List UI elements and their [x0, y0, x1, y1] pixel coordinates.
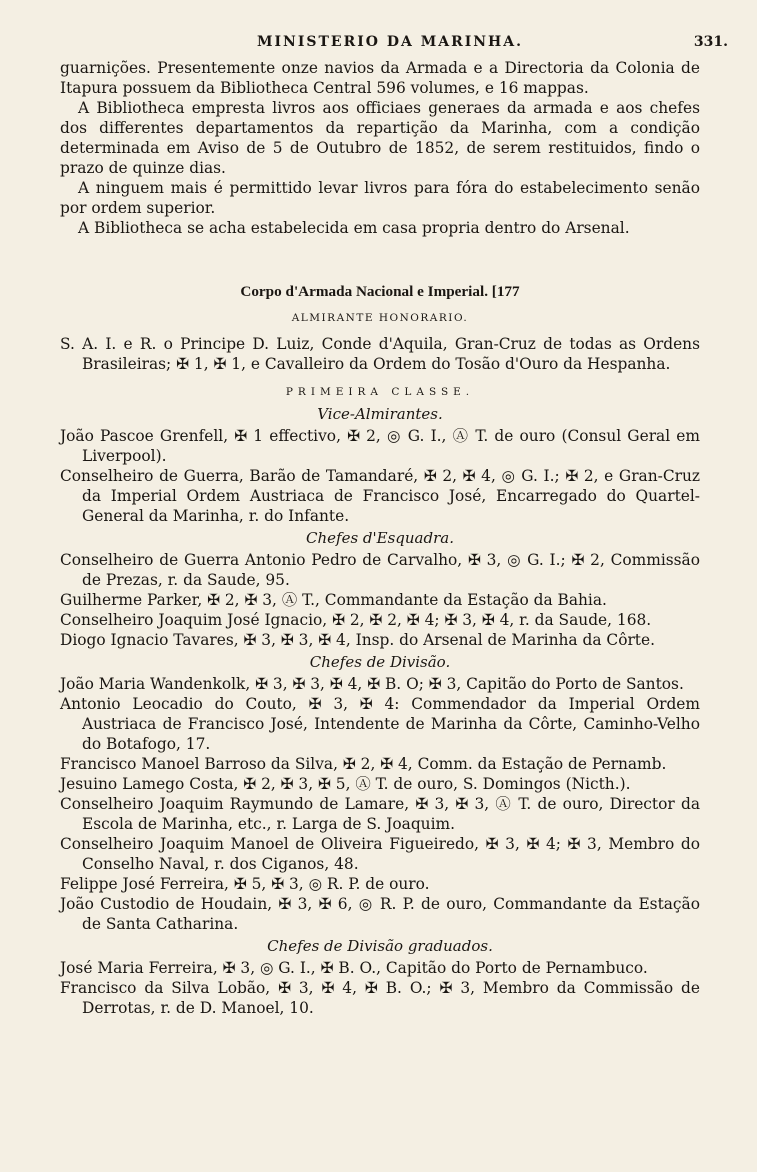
honorary-entry: S. A. I. e R. o Principe D. Luiz, Conde d'Aquila, Gran-Cruz de todas as Ordens Brasileiras; ✠ 1, ✠ 1, e Cavalleiro da Ordem do Tosão d'Ouro da Hespanha.: [60, 335, 700, 373]
officer-entry: Felippe José Ferreira, ✠ 5, ✠ 3, ◎ R. P. de ouro.: [60, 875, 430, 893]
intro-paragraph: A Bibliotheca se acha estabelecida em casa propria dentro do Arsenal.: [78, 219, 630, 237]
honorary-heading: ALMIRANTE HONORARIO.: [291, 312, 469, 324]
rank-heading: Vice-Almirantes.: [317, 405, 443, 423]
officer-entry: João Pascoe Grenfell, ✠ 1 effectivo, ✠ 2, ◎ G. I., Ⓐ T. de ouro (Consul Geral em Liverpool).: [60, 427, 700, 465]
officer-entry: João Custodio de Houdain, ✠ 3, ✠ 6, ◎ R. P. de ouro, Commandante da Estação de Santa Catharina.: [60, 895, 700, 933]
officer-entry: Conselheiro Joaquim José Ignacio, ✠ 2, ✠ 2, ✠ 4; ✠ 3, ✠ 4, r. da Saude, 168.: [60, 611, 652, 629]
rank-group: [60, 936, 700, 1018]
officer-entry: Antonio Leocadio do Couto, ✠ 3, ✠ 4: Commendador da Imperial Ordem Austriaca de Francisco José, Intendente de Marinha da Côrte, Caminho-Velho do Botafogo, 17.: [60, 695, 700, 753]
officer-entry: Conselheiro de Guerra Antonio Pedro de Carvalho, ✠ 3, ◎ G. I.; ✠ 2, Commissão de Prezas, r. da Saude, 95.: [60, 551, 700, 589]
officer-entry: José Maria Ferreira, ✠ 3, ◎ G. I., ✠ B. O., Capitão do Porto de Pernambuco.: [60, 959, 648, 977]
officer-entry: João Maria Wandenkolk, ✠ 3, ✠ 3, ✠ 4, ✠ B. O; ✠ 3, Capitão do Porto de Santos.: [60, 675, 684, 693]
running-header: [60, 34, 728, 56]
intro-paragraph: A ninguem mais é permittido levar livros para fóra do estabelecimento senão por ordem superior.: [60, 179, 700, 217]
rank-group: [60, 652, 700, 934]
officer-entry: Conselheiro Joaquim Manoel de Oliveira Figueiredo, ✠ 3, ✠ 4; ✠ 3, Membro do Conselho Naval, r. dos Ciganos, 48.: [60, 835, 700, 873]
section-title: Corpo d'Armada Nacional e Imperial. [177: [240, 283, 520, 300]
rank-group: [60, 404, 700, 526]
intro-paragraph: A Bibliotheca empresta livros aos officiaes generaes da armada e aos chefes dos differentes departamentos da repartição da Marinha, com a condição determinada em Aviso de 5 de Outubro de 1852, de serem restituidos, findo o prazo de quinze dias.: [60, 99, 700, 177]
officer-entry: Francisco da Silva Lobão, ✠ 3, ✠ 4, ✠ B. O.; ✠ 3, Membro da Commissão de Derrotas, r. de D. Manoel, 10.: [60, 979, 700, 1017]
page-body: [60, 58, 700, 1018]
rank-group: [60, 528, 700, 650]
officer-entry: Francisco Manoel Barroso da Silva, ✠ 2, ✠ 4, Comm. da Estação de Pernamb.: [60, 755, 667, 773]
header-title: MINISTERIO DA MARINHA.: [256, 34, 524, 50]
class-heading: PRIMEIRA CLASSE.: [285, 386, 475, 398]
officer-entry: Jesuino Lamego Costa, ✠ 2, ✠ 3, ✠ 5, Ⓐ T. de ouro, S. Domingos (Nicth.).: [60, 775, 631, 793]
officer-entry: Conselheiro Joaquim Raymundo de Lamare, ✠ 3, ✠ 3, Ⓐ T. de ouro, Director da Escola de Marinha, etc., r. Larga de S. Joaquim.: [60, 795, 700, 833]
rank-heading: Chefes d'Esquadra.: [306, 529, 454, 547]
officer-entry: Diogo Ignacio Tavares, ✠ 3, ✠ 3, ✠ 4, Insp. do Arsenal de Marinha da Côrte.: [60, 631, 655, 649]
rank-heading: Chefes de Divisão.: [309, 653, 451, 671]
officer-entry: Conselheiro de Guerra, Barão de Tamandaré, ✠ 2, ✠ 4, ◎ G. I.; ✠ 2, e Gran-Cruz da Imperial Ordem Austriaca de Francisco José, Encarregado do Quartel-General da Marinha, r. do Infante.: [60, 467, 700, 525]
intro-paragraph: guarnições. Presentemente onze navios da Armada e a Directoria da Colonia de Itapura possuem da Bibliotheca Central 596 volumes, e 16 mappas.: [60, 59, 700, 97]
officer-entry: Guilherme Parker, ✠ 2, ✠ 3, Ⓐ T., Commandante da Estação da Bahia.: [60, 591, 607, 609]
rank-heading: Chefes de Divisão graduados.: [267, 937, 493, 955]
page-number: 331.: [693, 34, 728, 50]
